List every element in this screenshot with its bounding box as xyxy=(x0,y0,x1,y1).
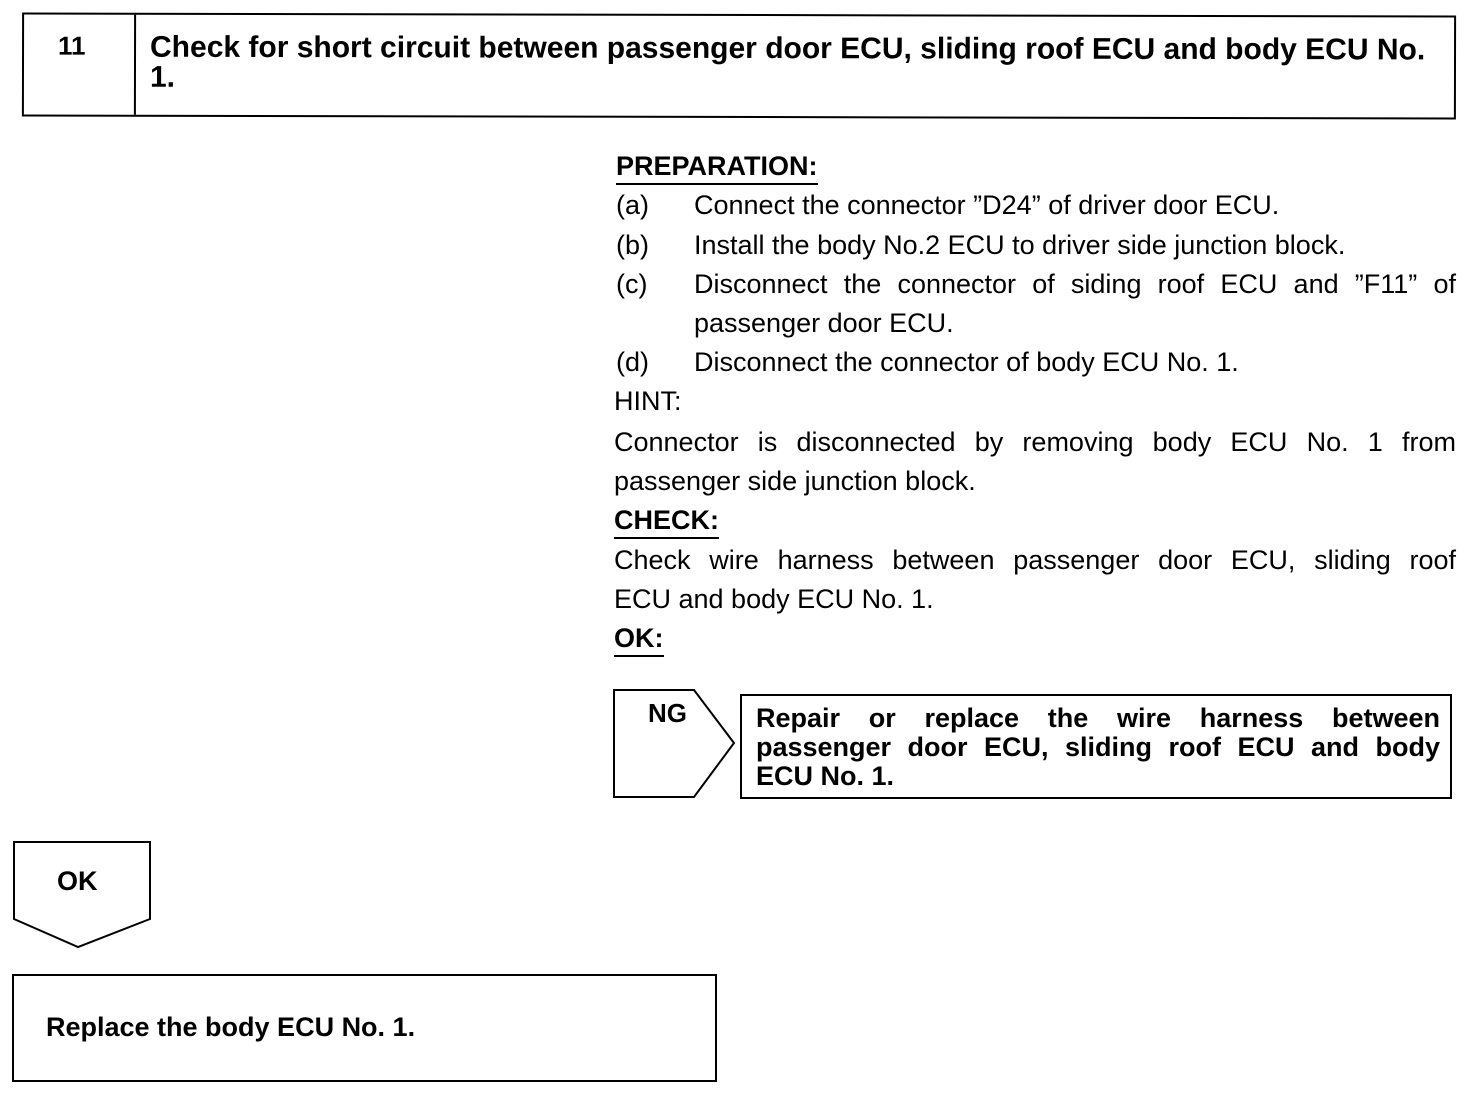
hint-line-1: Connector is disconnected by removing body ECU No. 1 from xyxy=(614,427,1456,457)
preparation-item-d-label: (d) xyxy=(616,347,649,377)
preparation-item-d-text: Disconnect the connector of body ECU No. 1. xyxy=(694,347,1239,377)
step-number: 11 xyxy=(24,15,136,115)
preparation-item-c-continuation: passenger door ECU. xyxy=(694,308,954,338)
preparation-item-a-text: Connect the connector ”D24” of driver door ECU. xyxy=(694,190,1280,220)
check-heading: CHECK: xyxy=(614,504,719,539)
ng-result-box xyxy=(740,694,1452,799)
ok-result-box xyxy=(12,974,717,1082)
preparation-item-b-label: (b) xyxy=(616,230,649,260)
ng-result-text: Repair or replace the wire harness between passenger door ECU, sliding roof ECU and body ECU No. 1. xyxy=(756,703,1440,791)
ng-arrow-label: NG xyxy=(648,698,687,728)
preparation-item-a-label: (a) xyxy=(616,190,649,220)
ok-spec-heading: OK: xyxy=(614,622,664,657)
preparation-item-b-text: Install the body No.2 ECU to driver side junction block. xyxy=(694,230,1346,260)
preparation-item-c-label: (c) xyxy=(616,269,648,299)
ok-result-text: Replace the body ECU No. 1. xyxy=(46,1012,416,1042)
check-line-2: ECU and body ECU No. 1. xyxy=(614,584,934,614)
ok-arrow-label: OK xyxy=(57,866,98,896)
step-title: Check for short circuit between passenger door ECU, sliding roof ECU and body ECU No. 1. xyxy=(149,30,1426,94)
preparation-heading: PREPARATION: xyxy=(616,150,818,185)
hint-heading: HINT: xyxy=(614,386,682,416)
check-line-1: Check wire harness between passenger door ECU, sliding roof xyxy=(614,545,1456,575)
preparation-item-c-text: Disconnect the connector of siding roof ECU and ”F11” of xyxy=(694,269,1456,299)
hint-line-2: passenger side junction block. xyxy=(614,466,976,496)
